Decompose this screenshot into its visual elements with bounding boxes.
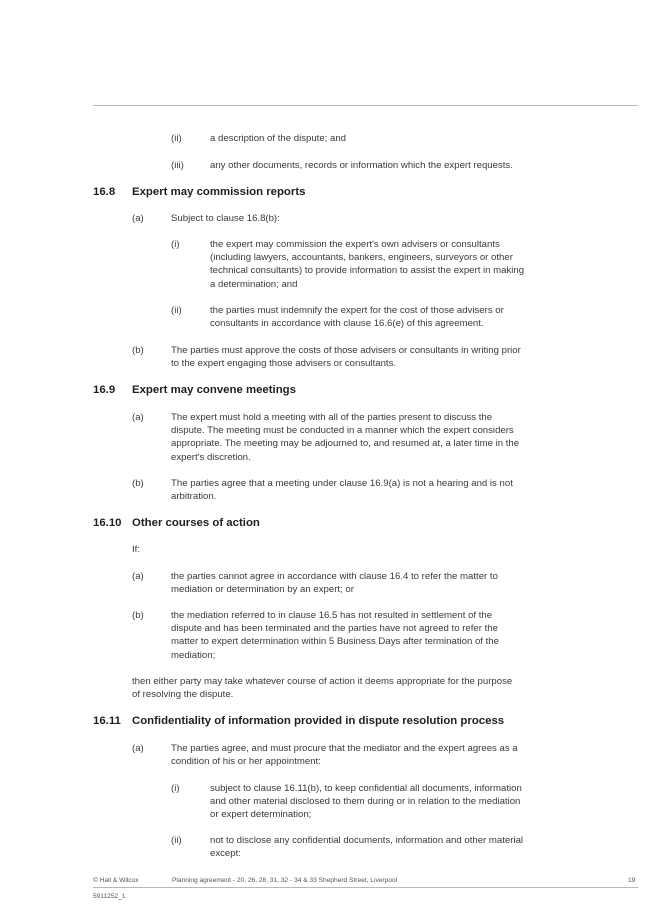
- item-text: The parties agree, and must procure that the mediator and the expert agrees as a condition of his or her appointment:: [171, 743, 518, 768]
- footer-firm: © Hall & Wilcox: [93, 877, 139, 884]
- section-number: 16.10: [93, 517, 122, 529]
- item-text: Subject to clause 16.8(b):: [171, 213, 280, 224]
- item-label: (a): [132, 571, 144, 582]
- item-label: (a): [132, 743, 144, 754]
- clause-16-10-conclusion: then either party may take whatever course of action it deems appropriate for the purpose of resolving the dispute.: [132, 676, 513, 701]
- footer-document-title: Planning agreement - 20, 26, 28, 31, 32 - 34 & 33 Shepherd Street, Liverpool: [172, 877, 398, 884]
- section-number: 16.11: [93, 715, 121, 727]
- footer-page-number: 19: [628, 877, 636, 884]
- item-label: (iii): [171, 160, 184, 171]
- item-label: (b): [132, 610, 144, 621]
- section-number: 16.9: [93, 384, 116, 396]
- item-text: The expert must hold a meeting with all of the parties present to discuss the dispute. The meeting must be conducted in a manner which the expert considers appropriate. The meeting may be adjourned to, and resumed at, a later time in the expert's discretion.: [171, 412, 520, 463]
- item-label: (ii): [171, 305, 182, 316]
- item-text: not to disclose any confidential documents, information and other material except:: [210, 835, 524, 860]
- item-text: a description of the dispute; and: [210, 133, 347, 144]
- footer-doc-reference: 5911252_1: [93, 893, 126, 900]
- item-text: any other documents, records or information which the expert requests.: [210, 160, 513, 171]
- item-label: (ii): [171, 835, 182, 846]
- item-label: (b): [132, 345, 144, 356]
- clause-16-10-intro: If:: [132, 544, 140, 555]
- section-title: Expert may convene meetings: [132, 384, 296, 396]
- item-label: (a): [132, 412, 144, 423]
- item-text: the parties must indemnify the expert for the cost of those advisers or consultants in accordance with clause 16.6(e) of this agreement.: [210, 305, 504, 330]
- item-label: (a): [132, 213, 144, 224]
- item-text: the expert may commission the expert's own advisers or consultants (including lawyers, accountants, bankers, engineers, surveyors or other technical consultants) to provide information to assist the expert in making a determination; and: [210, 239, 525, 290]
- section-title: Other courses of action: [132, 517, 260, 529]
- item-label: (i): [171, 239, 180, 250]
- item-label: (b): [132, 478, 144, 489]
- item-text: the mediation referred to in clause 16.5 has not resulted in settlement of the dispute and has been terminated and the parties have not agreed to refer the matter to expert determination within 5 Business Days after termination of the mediation;: [171, 610, 499, 661]
- item-text: The parties must approve the costs of those advisers or consultants in writing prior to the expert engaging those advisers or consultants.: [171, 345, 521, 370]
- section-number: 16.8: [93, 186, 116, 198]
- item-label: (ii): [171, 133, 182, 144]
- item-text: subject to clause 16.11(b), to keep confidential all documents, information and other material disclosed to them during or in relation to the mediation or expert determination;: [210, 783, 522, 821]
- item-label: (i): [171, 783, 180, 794]
- header-rule: [93, 105, 638, 106]
- item-text: The parties agree that a meeting under clause 16.9(a) is not a hearing and is not arbitration.: [171, 478, 513, 503]
- footer-rule: [93, 887, 638, 888]
- item-text: the parties cannot agree in accordance with clause 16.4 to refer the matter to mediation or determination by an expert; or: [171, 571, 498, 596]
- section-title: Expert may commission reports: [132, 186, 306, 198]
- section-title: Confidentiality of information provided in dispute resolution process: [132, 715, 505, 727]
